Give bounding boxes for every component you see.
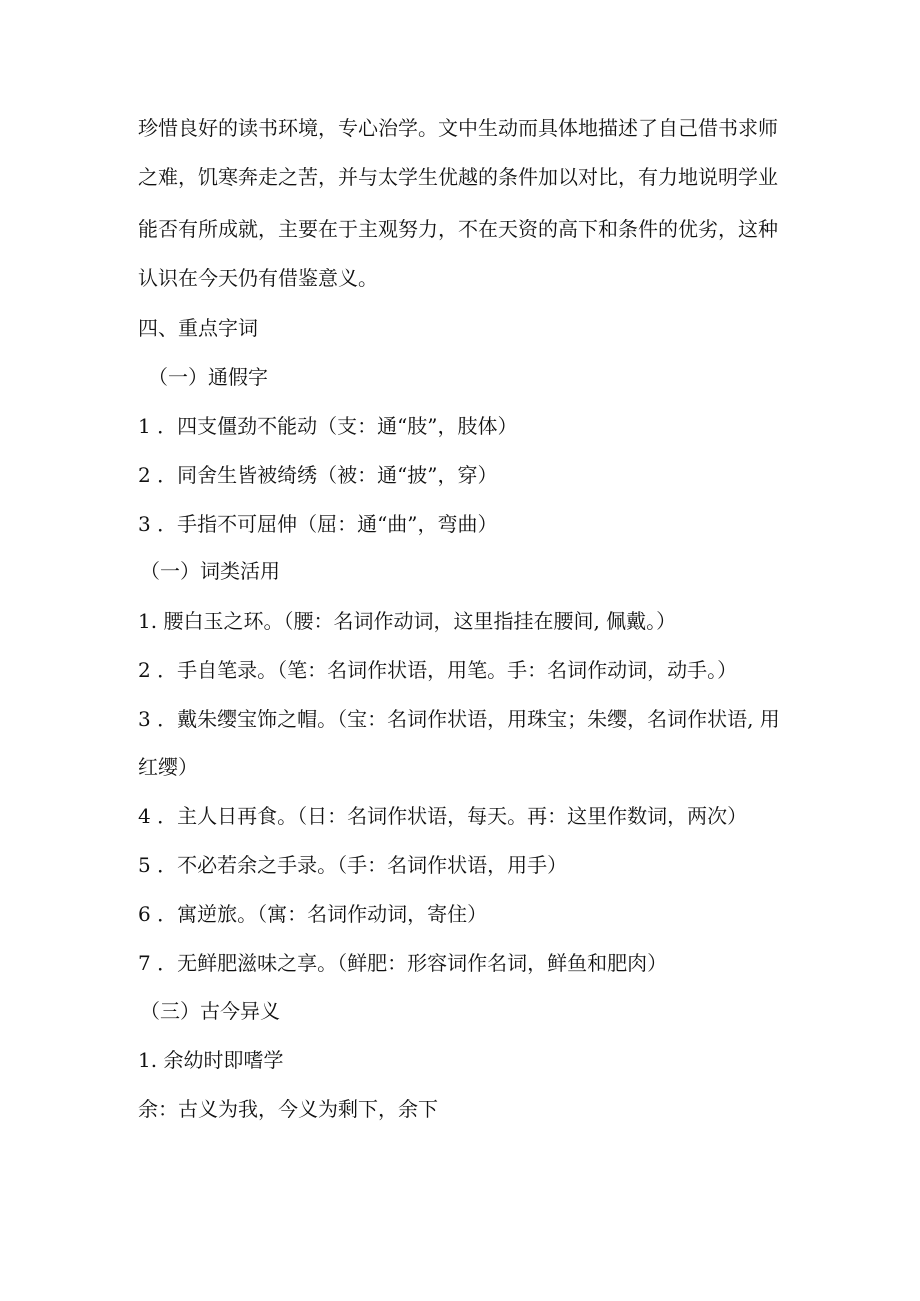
list-item: 4 ．主人日再食。（日：名词作状语，每天。再：这里作数词，两次） [138, 804, 748, 828]
section-heading: 四、重点字词 [138, 316, 258, 340]
paragraph-line: 珍惜良好的读书环境，专心治学。文中生动而具体地描述了自己借书求师 [138, 116, 778, 140]
definition-line: 余：古义为我，今义为剩下，余下 [138, 1097, 438, 1121]
paragraph-line: 能否有所成就，主要在于主观努力，不在天资的高下和条件的优劣，这种 [138, 217, 778, 241]
paragraph-line: 之难，饥寒奔走之苦，并与太学生优越的条件加以对比，有力地说明学业 [138, 165, 778, 189]
subsection-heading: （一）词类活用 [140, 559, 280, 583]
list-item: 2 ．手自笔录。（笔：名词作状语，用笔。手：名词作动词，动手。） [138, 658, 738, 682]
list-item-continuation: 红缨） [138, 755, 198, 779]
list-item: 1. 余幼时即嗜学 [138, 1048, 284, 1072]
subsection-heading: （三）古今异义 [140, 999, 280, 1023]
subsection-heading: （一）通假字 [148, 365, 268, 389]
paragraph-line: 认识在今天仍有借鉴意义。 [138, 266, 378, 290]
list-item: 1 ．四支僵劲不能动（支：通“肢”，肢体） [138, 414, 518, 438]
list-item: 5 ．不必若余之手录。（手：名词作状语，用手） [138, 853, 568, 877]
list-item: 3 ．手指不可屈伸（屈：通“曲”，弯曲） [138, 512, 498, 536]
list-item: 1. 腰白玉之环。（腰：名词作动词，这里指挂在腰间, 佩戴。） [138, 609, 677, 633]
list-item: 3 ．戴朱缨宝饰之帽。（宝：名词作状语，用珠宝；朱缨，名词作状语, 用 [138, 707, 780, 731]
list-item: 2 ．同舍生皆被绮绣（被：通“披”，穿） [138, 463, 498, 487]
list-item: 6 ．寓逆旅。（寓：名词作动词，寄住） [138, 902, 488, 926]
list-item: 7 ．无鲜肥滋味之享。（鲜肥：形容词作名词，鲜鱼和肥肉） [138, 951, 668, 975]
